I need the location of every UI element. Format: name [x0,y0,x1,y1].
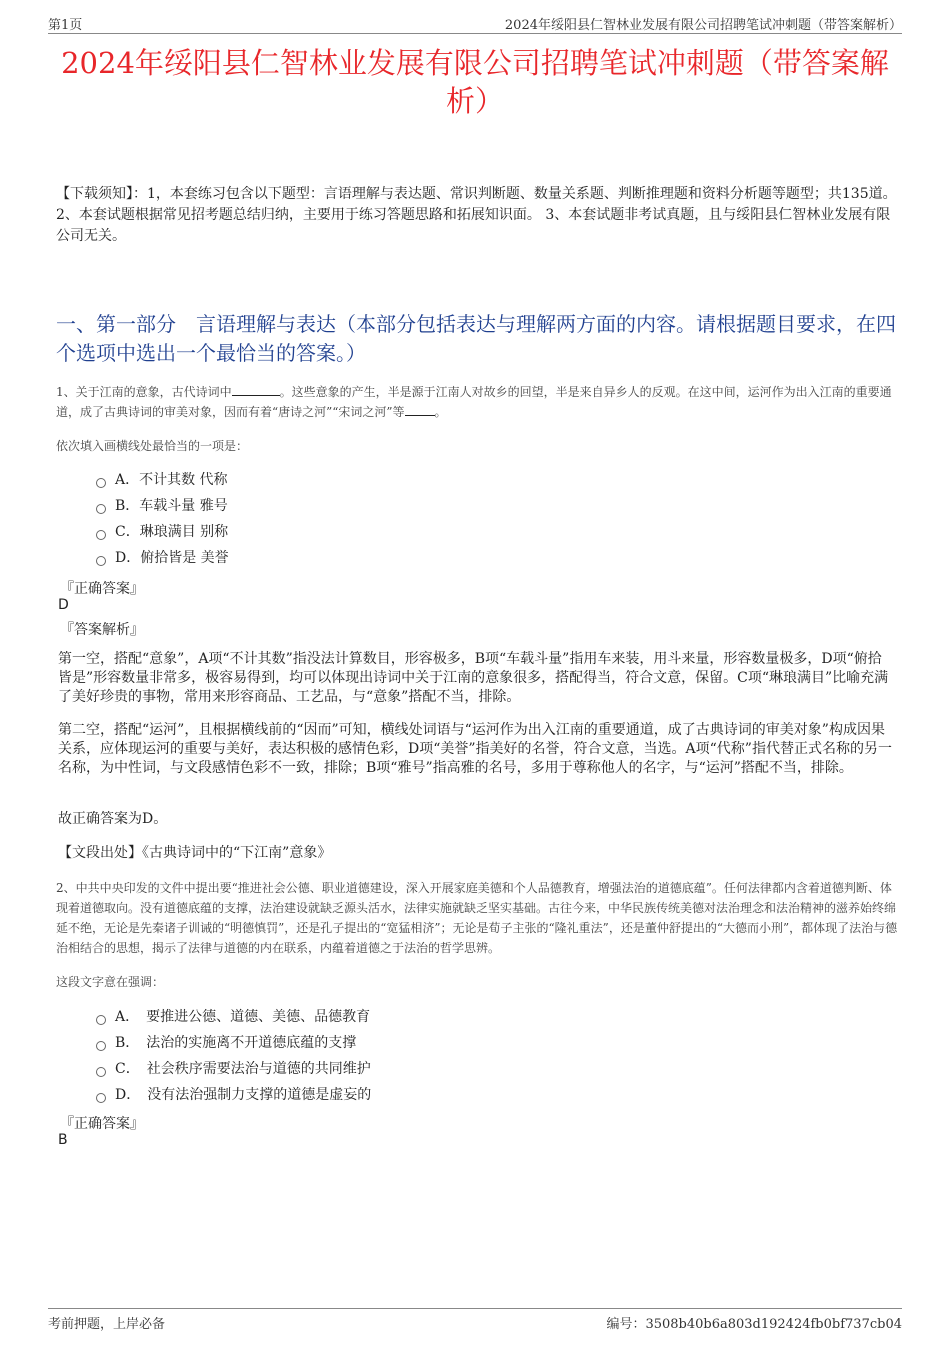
answer-value: D [58,597,69,613]
radio-icon[interactable] [96,1093,106,1103]
radio-icon[interactable] [96,530,106,540]
analysis-paragraph-1: 第一空，搭配“意象”，A项“不计其数”指没法计算数目，形容极多，B项“车载斗量”指用车来装，用斗来量，形容数量极多，D项“俯拾皆是”形容数量非常多，极容易得到，均可以体现出诗词中关于江南的意象很多，搭配得当，符合文意，保留。C项“琳琅满目”比喻充满了美好珍贵的事物，常用来形容商品、工艺品，与“意象”搭配不当，排除。 [58,651,889,705]
question-1-stem-part-a: 1、关于江南的意象，古代诗词中 [56,385,232,399]
fill-blank-1 [232,383,280,396]
page-header [48,14,902,34]
question-1-prompt: 依次填入画横线处最恰当的一项是： [56,439,249,453]
answer-label: 『正确答案』 [60,1116,144,1132]
option-d[interactable] [96,545,229,571]
option-label: B．车载斗量 雅号 [115,498,228,514]
document-id: 编号：3508b40b6a803d192424fb0bf737cb04 [606,1317,902,1332]
question-1-stem-part-c: 。 [434,405,447,419]
option-label: C．琳琅满目 别称 [115,524,229,540]
option-label: B． 法治的实施离不开道德底蕴的支撑 [115,1035,357,1051]
footer-divider [48,1308,902,1309]
question-1-stem [56,382,896,422]
option-a[interactable] [96,1004,371,1030]
radio-icon[interactable] [96,556,106,566]
option-label: C． 社会秩序需要法治与道德的共同维护 [115,1061,371,1077]
option-c[interactable] [96,519,229,545]
question-2-options [96,1004,371,1108]
answer-value: B [58,1132,68,1148]
option-b[interactable] [96,493,229,519]
option-b[interactable] [96,1030,371,1056]
analysis-paragraph-2: 第二空，搭配“运河”，且根据横线前的“因而”可知，横线处词语与“运河作为出入江南的重要通道，成了古典诗词的审美对象”构成因果关系，应体现运河的重要与美好，表达积极的感情色彩，D项“美誉”指美好的名誉，符合文意，当选。A项“代称”指代替正式名称的另一名称，为中性词，与文段感情色彩不一致，排除；B项“雅号”指高雅的名号，多用于尊称他人的名字，与“运河”搭配不当，排除。 [58,722,892,776]
document-title: 2024年绥阳县仁智林业发展有限公司招聘笔试冲刺题（带答案解析） [61,46,889,118]
option-label: D． 没有法治强制力支撑的道德是虚妄的 [115,1087,372,1103]
option-label: A．不计其数 代称 [115,472,228,488]
question-1-options [96,467,229,571]
question-1-stem-part-b: 。这些意象的产生，半是源于江南人对故乡的回望，半是来自异乡人的反观。在这中间，运河作为出入江南的重要通道，成了古典诗词的审美对象，因而有着“唐诗之河”“宋词之河”等 [56,385,892,419]
option-a[interactable] [96,467,229,493]
fill-blank-2 [405,403,435,416]
footer-slogan: 考前押题，上岸必备 [48,1317,166,1332]
option-label: A． 要推进公德、道德、美德、品德教育 [115,1009,371,1025]
radio-icon[interactable] [96,1041,106,1051]
page-number: 第1页 [48,18,83,33]
section-heading: 一、第一部分 言语理解与表达（本部分包括表达与理解两方面的内容。请根据题目要求，在四个选项中选出一个最恰当的答案。） [56,312,896,365]
question-2-stem: 2、中共中央印发的文件中提出要“推进社会公德、职业道德建设，深入开展家庭美德和个人品德教育，增强法治的道德底蕴”。任何法律都内含着道德判断、体现着道德取向。没有道德底蕴的支撑，法治建设就缺乏源头活水，法律实施就缺乏坚实基础。古往今来，中华民族传统美德对法治理念和法治精神的滋养始终绵延不绝，无论是先秦诸子训诫的“明德慎罚”，还是孔子提出的“宽猛相济”；无论是荀子主张的“隆礼重法”，还是董仲舒提出的“大德而小刑”，都体现了法治与德治相结合的思想，揭示了法律与道德的内在联系，内蕴着道德之于法治的哲学思辨。 [56,881,898,955]
option-c[interactable] [96,1056,371,1082]
option-label: D．俯拾皆是 美誉 [115,550,229,566]
passage-source: 【文段出处】《古典诗词中的“下江南”意象》 [58,845,332,861]
download-notice: 【下载须知】：1，本套练习包含以下题型：言语理解与表达题、常识判断题、数量关系题、判断推理题和资料分析题等题型；共135道。 2、本套试题根据常见招考题总结归纳，主要用于练习答题思路和拓展知识面。 3、本套试题非考试真题，且与绥阳县仁智林业发展有限公司无关。 [56,186,897,244]
option-d[interactable] [96,1082,371,1108]
analysis-label: 『答案解析』 [60,622,144,638]
question-2-prompt: 这段文字意在强调： [56,975,165,989]
radio-icon[interactable] [96,504,106,514]
analysis-conclusion: 故正确答案为D。 [58,811,168,827]
radio-icon[interactable] [96,1015,106,1025]
answer-label: 『正确答案』 [60,581,144,597]
header-doc-title: 2024年绥阳县仁智林业发展有限公司招聘笔试冲刺题（带答案解析） [504,18,902,33]
header-divider [48,33,902,34]
radio-icon[interactable] [96,1067,106,1077]
radio-icon[interactable] [96,478,106,488]
